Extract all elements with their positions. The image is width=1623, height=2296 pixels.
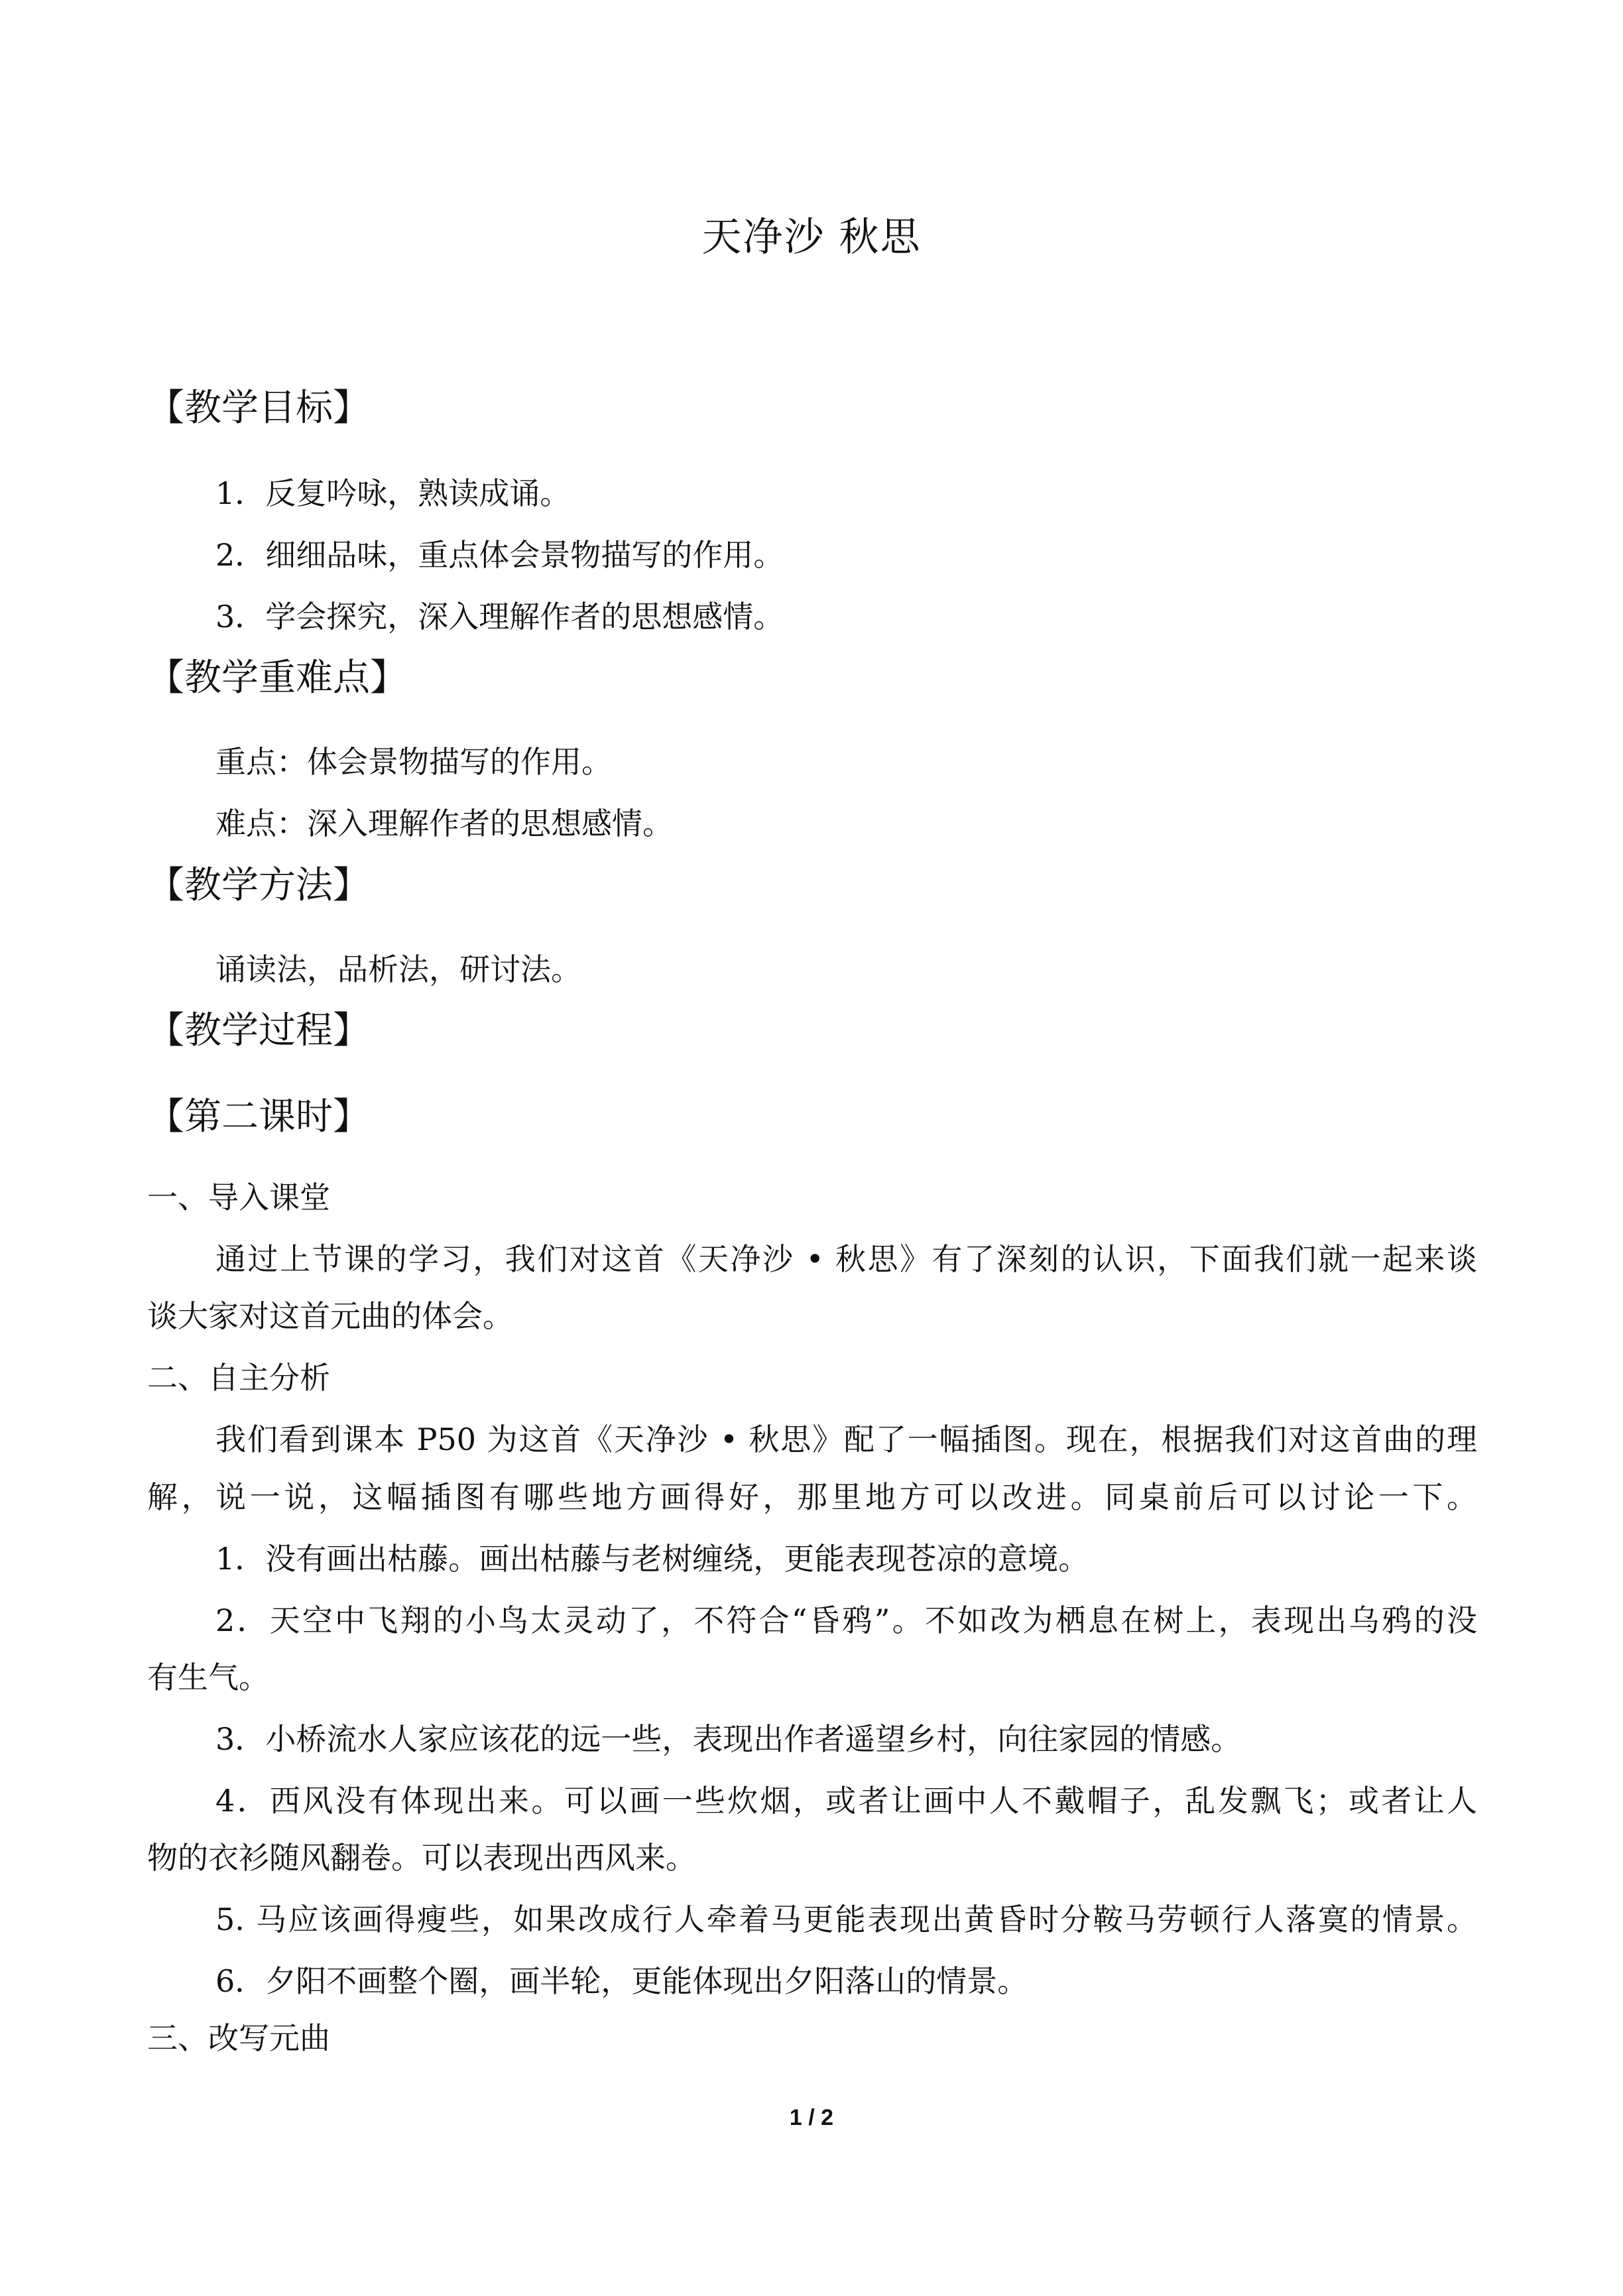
part2-text-line2: 解，说一说，这幅插图有哪些地方画得好，那里地方可以改进。同桌前后可以讨论一下。 — [147, 1479, 1477, 1515]
analysis-item-1: 1．没有画出枯藤。画出枯藤与老树缠绕，更能表现苍凉的意境。 — [215, 1541, 1089, 1577]
part1-text-line1: 通过上节课的学习，我们对这首《天净沙 • 秋思》有了深刻的认识，下面我们就一起来谈 — [215, 1241, 1477, 1277]
key-point-2: 难点：深入理解作者的思想感情。 — [215, 806, 673, 841]
part2-text-line1: 我们看到课本 P50 为这首《天净沙 • 秋思》配了一幅插图。现在，根据我们对这首曲的理 — [215, 1421, 1477, 1457]
part1-heading: 一、导入课堂 — [147, 1179, 330, 1215]
analysis-item-6: 6．夕阳不画整个圈，画半轮，更能体现出夕阳落山的情景。 — [215, 1963, 1028, 1999]
part3-heading: 三、改写元曲 — [147, 2020, 330, 2056]
analysis-item-3: 3．小桥流水人家应该花的远一些，表现出作者遥望乡村，向往家园的情感。 — [215, 1721, 1242, 1757]
analysis-item-2-line1: 2．天空中飞翔的小鸟太灵动了，不符合“昏鸦”。不如改为栖息在树上，表现出乌鸦的没 — [215, 1602, 1477, 1638]
heading-second-lesson: 【第二课时】 — [147, 1095, 370, 1138]
heading-teaching-method: 【教学方法】 — [147, 864, 370, 907]
key-point-1: 重点：体会景物描写的作用。 — [215, 744, 612, 780]
part1-text-line2: 谈大家对这首元曲的体会。 — [147, 1298, 513, 1334]
analysis-item-4-line1: 4．西风没有体现出来。可以画一些炊烟，或者让画中人不戴帽子，乱发飘飞；或者让人 — [215, 1783, 1477, 1819]
analysis-item-2-line2: 有生气。 — [147, 1660, 269, 1695]
part2-heading: 二、自主分析 — [147, 1360, 330, 1396]
page-number: 1 / 2 — [789, 2105, 834, 2130]
analysis-item-4-line2: 物的衣衫随风翻卷。可以表现出西风来。 — [147, 1840, 696, 1876]
goal-item-1: 1．反复吟咏，熟读成诵。 — [215, 475, 571, 511]
heading-teaching-goals: 【教学目标】 — [147, 387, 370, 430]
goal-item-2: 2．细细品味，重点体会景物描写的作用。 — [215, 537, 784, 573]
analysis-item-5: 5. 马应该画得瘦些，如果改成行人牵着马更能表现出黄昏时分鞍马劳顿行人落寞的情景。 — [215, 1902, 1477, 1937]
method-text: 诵读法，品析法，研讨法。 — [215, 951, 581, 987]
goal-item-3: 3．学会探究，深入理解作者的思想感情。 — [215, 599, 784, 634]
heading-key-points: 【教学重难点】 — [147, 656, 407, 699]
document-title: 天净沙 秋思 — [701, 214, 922, 261]
heading-teaching-process: 【教学过程】 — [147, 1009, 370, 1052]
